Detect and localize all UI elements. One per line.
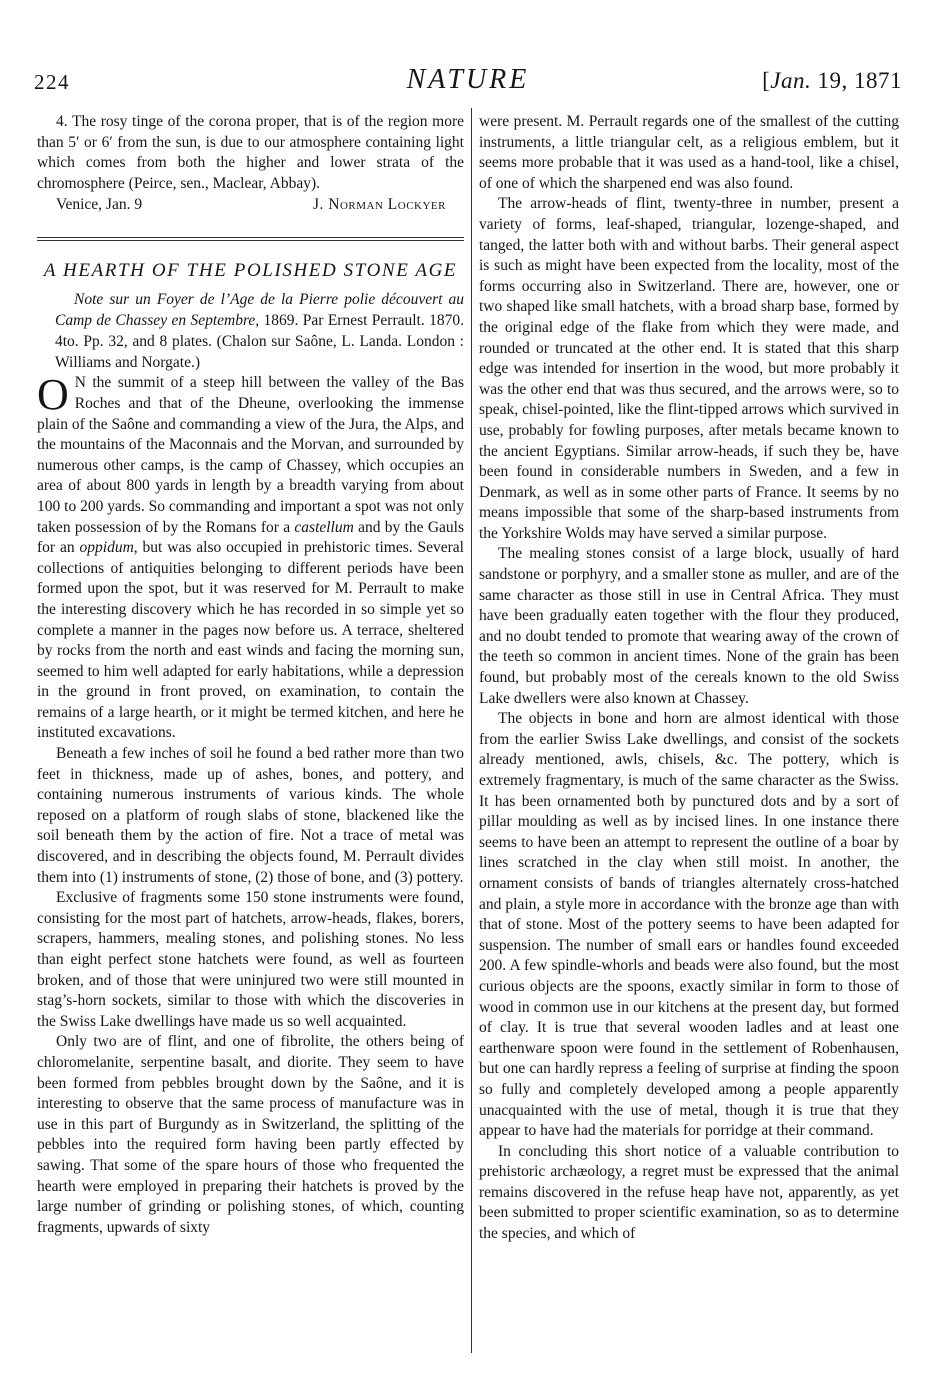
- signature-line: [37, 195, 464, 216]
- paragraph-1: [37, 370, 464, 744]
- paragraph-7: The mealing stones consist of a large block, usually of hard sandstone or porphyry, and a smaller stone as muller, and are of the same character as those still in use in Central Africa. They must have been gradually eaten together with the flour they produced, and no doubt tended to promote that wearing away of the crown of the teeth so common in ancient times. None of the grain has been found, but probably most of the cereals known to the old Swiss Lake dwellers were also known at Chassey.: [479, 545, 899, 707]
- left-column: [37, 112, 464, 1238]
- date-month: Jan.: [770, 68, 812, 93]
- paragraph-1-text-b: and by the Gauls for an: [37, 518, 464, 557]
- previous-article-item-4: 4. The rosy tinge of the corona proper, that is of the region more than 5′ or 6′ from the sun, is due to our atmosphere containing light which comes from both the higher and lower strata of the chromosphere (Peirce, sen., Maclear, Abbay).: [37, 113, 464, 192]
- paragraph-2: Beneath a few inches of soil he found a bed rather more than two feet in thickness, made up of ashes, bones, and pottery, and containing numerous instruments of various kinds. The whole reposed on a platform of rough slabs of stone, blackened like the soil beneath them by the action of fire. Not a trace of metal was discovered, and in describing the objects found, M. Perrault divides them into (1) instruments of stone, (2) those of bone, and (3) pottery.: [37, 745, 464, 886]
- drop-cap: O: [37, 370, 69, 420]
- journal-title: NATURE: [406, 64, 530, 95]
- reviewed-work-citation: [37, 289, 464, 373]
- paragraph-3: Exclusive of fragments some 150 stone instruments were found, consisting for the most part of hatchets, arrow-heads, flakes, borers, scrapers, hammers, mealing stones, and polishing stones. No less than eight perfect stone hatchets were found, as well as fourteen broken, and of those that were uninjured two were still mounted in stag’s-horn sockets, similar to those with which the discoveries in the Swiss Lake dwellings have made us so well acquainted.: [37, 889, 464, 1030]
- signature-author: J. Norman Lockyer: [313, 196, 446, 214]
- signature-place-date: Venice, Jan. 9: [56, 196, 143, 214]
- issue-date: [762, 68, 902, 94]
- paragraph-1-text-a: N the summit of a steep hill between the valley of the Bas Roches and that of the Dheune, overlooking the immense plain of the Saône and commanding a view of the Jura, the Alps, and the mountains of the Maconnais and the Morvan, and surrounded by numerous other camps, is the camp of Chassey, which occupies an area of about 800 yards in length by a breadth varying from about 100 to 200 yards. So commanding and important a spot was not only taken possession of by the Romans for a: [37, 374, 464, 536]
- term-oppidum: oppidum: [79, 539, 134, 557]
- paragraph-4: Only two are of flint, and one of fibrolite, the others being of chloromelanite, serpentine basalt, and diorite. They seem to have been formed from pebbles brought down by the Saône, and it is interesting to observe that the same process of manufacture was in use in this part of Burgundy as in Switzerland, the splitting of the pebbles into the required form having been partly effected by sawing. That some of the spare hours of those who frequented the hearth were employed in preparing their hatchets is proved by the large number of grinding or polishing stones, of which, counting fragments, upwards of sixty: [37, 1033, 464, 1236]
- page-number: 224: [34, 70, 70, 94]
- date-bracket: [: [762, 68, 771, 93]
- reviewed-work-details: 1869. Par Ernest Perrault. 1870. 4to. Pp. 32, and 8 plates. (Chalon sur Saône, L. Landa. London : Williams and Norgate.): [55, 312, 464, 372]
- article-title: A HEARTH OF THE POLISHED STONE AGE: [43, 260, 458, 282]
- running-header: [34, 64, 902, 96]
- term-castellum: castellum: [294, 518, 354, 536]
- paragraph-1-text-c: , but was also occupied in prehistoric times. Several collections of antiquities belonging to different periods have been formed upon the spot, but it was reserved for M. Perrault to make the interesting discovery which he has recorded in so simple yet so complete a manner in the pages now before us. A terrace, sheltered by rocks from the north and east winds and facing the morning sun, seemed to him well adapted for early habitations, while a depression in the ground in front proved, on examination, to contain the remains of a large hearth, or it might be termed kitchen, and here he instituted excavations.: [37, 539, 464, 742]
- reviewed-work-title: Note sur un Foyer de l’Age de la Pierre polie découvert au Camp de Chassey en Septembre,: [55, 291, 464, 330]
- article-separator-rule: [37, 237, 464, 241]
- paragraph-8: The objects in bone and horn are almost identical with those from the earlier Swiss Lake dwellings, and consist of the sockets already mentioned, awls, chisels, &c. The pottery, which is extremely fragmentary, is much of the same character as the Swiss. It has been ornamented both by punctured dots and by a sort of pillar moulding as well as by incised lines. In one instance there seems to have been an attempt to represent the outline of a boar by lines scratched in the clay when still moist. In another, the ornament consists of bands of triangles alternately cross-hatched and plain, a style more in accordance with the bronze age than with that of stone. Most of the pottery seems to have been adapted for suspension. The number of small ears or handles found exceeded 200. A few spindle-whorls and beads were also found, but the most curious objects are the spoons, exactly similar in form to those of wood in common use in our kitchens at the present day, but formed of clay. It is true that several wooden ladles and at least one earthenware spoon were found in the settlement of Robenhausen, but one can hardly repress a feeling of surprise at finding the spoon so fully and completely developed among a people apparently unacquainted with the use of metal, though it is true that they appear to have had the materials for porridge at their command.: [479, 710, 899, 1140]
- column-rule: [471, 108, 472, 1353]
- right-column: [479, 112, 899, 1245]
- date-rest: 19, 1871: [811, 68, 902, 93]
- paragraph-5: were present. M. Perrault regards one of the smallest of the cutting instruments, a little triangular celt, as a religious emblem, but it seems more probable that it was used as a hand-tool, like a chisel, of one of which the sharpened end was also found.: [479, 113, 899, 192]
- paragraph-9: In concluding this short notice of a valuable contribution to prehistoric archæology, a regret must be expressed that the animal remains discovered in the refuse heap have not, apparently, as yet been submitted to proper scientific examination, so as to determine the species, and which of: [479, 1142, 899, 1243]
- paragraph-6: The arrow-heads of flint, twenty-three in number, present a variety of forms, leaf-shaped, triangular, lozenge-shaped, and tanged, the latter both with and without barbs. Their general aspect is such as might have been expected from the locality, most of the forms occurring also in Switzerland. There are, however, one or two shaped like small hatchets, with a broad sharp base, formed by the original edge of the flake from which they were made, and rounded or truncated at the other end. It is stated that this sharp edge was intended for insertion in the wood, but more probably it was the other end that was thus secured, and the arrows were, so to speak, chisel-pointed, like the flint-tipped arrows which survived in use, probably for fowling purposes, after metals became known to the ancient Egyptians. Similar arrow-heads, if such they be, have been found in considerable numbers in Sweden, and a few in Denmark, as well as in some other parts of France. It seems by no means impossible that some of the sharp-based instruments from the Yorkshire Wolds may have served a similar purpose.: [479, 195, 899, 542]
